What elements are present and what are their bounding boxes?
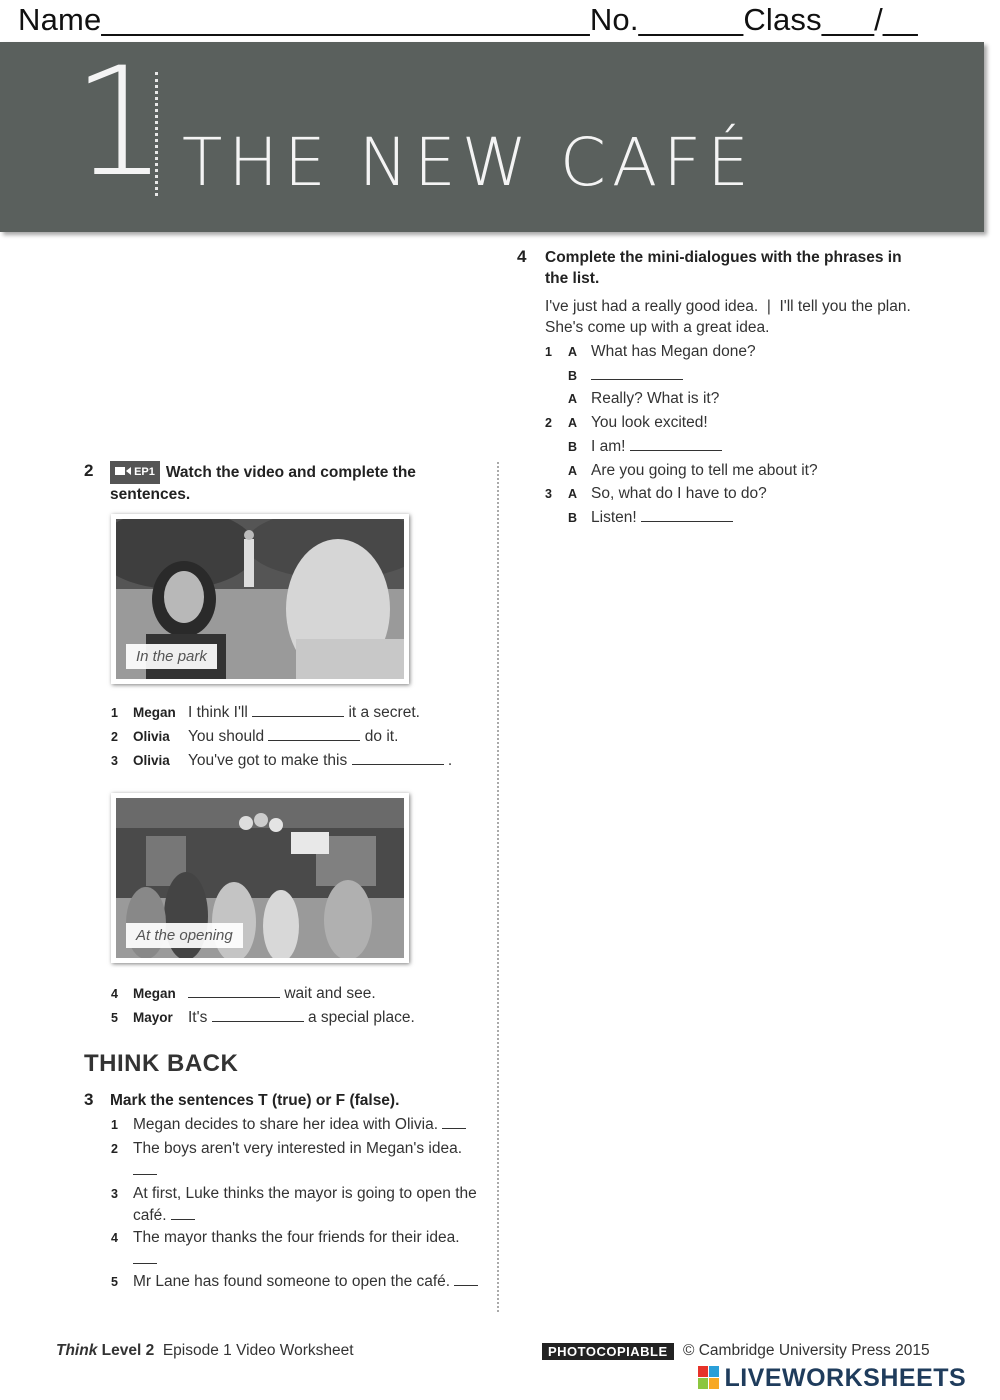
tf-blank[interactable] — [171, 1205, 195, 1220]
tf-blank[interactable] — [133, 1160, 157, 1175]
answer-blank[interactable] — [630, 436, 722, 451]
q3-item-2: 2 The boys aren't very interested in Megan's idea. — [111, 1138, 491, 1181]
q3-item-1: 1 Megan decides to share her idea with Olivia. — [111, 1114, 491, 1136]
q2-item-5: 5 Mayor It's a special place. — [111, 1009, 415, 1026]
copyright: © Cambridge University Press 2015 — [683, 1342, 930, 1359]
unit-title: THE NEW CAFÉ — [182, 124, 755, 201]
unit-number: 1 — [72, 36, 168, 210]
photo-at-the-opening — [111, 793, 409, 963]
q4-line-8: B Listen! — [545, 507, 733, 529]
q4-line-6: A Are you going to tell me about it? — [568, 462, 818, 479]
answer-blank[interactable] — [212, 1007, 304, 1022]
banner-divider — [155, 72, 158, 196]
photo-in-the-park — [111, 514, 409, 684]
q3-number: 3 — [84, 1090, 94, 1109]
answer-blank[interactable] — [252, 702, 344, 717]
liveworksheets-logo: LIVEWORKSHEETS — [698, 1364, 966, 1393]
photo2-caption: At the opening — [126, 923, 243, 948]
photo1-caption: In the park — [126, 644, 217, 669]
name-no-class-line: Name____________________________No.______Class___/__ — [18, 2, 918, 37]
q4-phrase-list: I've just had a really good idea. | I'll tell you the plan. She's come up with a great idea. — [545, 298, 911, 336]
answer-blank[interactable] — [352, 750, 444, 765]
think-back-heading: THINK BACK — [84, 1050, 239, 1077]
q4-line-5: B I am! — [545, 436, 722, 458]
answer-blank[interactable] — [641, 507, 733, 522]
q4-line-2: B — [545, 365, 683, 387]
q4-line-4: 2 A You look excited! — [545, 414, 708, 431]
q2-item-1: 1 Megan I think I'll it a secret. — [111, 704, 420, 721]
q2-item-3: 3 Olivia You've got to make this . — [111, 752, 453, 769]
q3-instruction: Mark the sentences T (true) or F (false). — [110, 1092, 400, 1109]
q2-number: 2 — [84, 461, 94, 480]
tf-blank[interactable] — [442, 1114, 466, 1129]
q4-number: 4 — [517, 247, 527, 266]
q2-instruction: EP1 Watch the video and complete the sentences. — [110, 461, 490, 505]
q4-instruction: Complete the mini-dialogues with the phrases in the list. — [545, 249, 902, 287]
q4-line-3: A Really? What is it? — [568, 390, 720, 407]
q3-item-5: 5 Mr Lane has found someone to open the café. — [111, 1271, 491, 1293]
tf-blank[interactable] — [454, 1271, 478, 1286]
column-divider — [497, 462, 499, 1312]
q4-line-7: 3 A So, what do I have to do? — [545, 485, 767, 502]
video-ep1-badge: EP1 — [110, 461, 160, 484]
footer-worksheet-title: Think Level 2 Episode 1 Video Worksheet — [56, 1342, 354, 1359]
q3-item-3: 3 At first, Luke thinks the mayor is going to open the café. — [111, 1185, 477, 1224]
video-icon — [115, 466, 131, 476]
q4-line-1: 1 A What has Megan done? — [545, 343, 756, 360]
answer-blank[interactable] — [591, 365, 683, 380]
q2-item-2: 2 Olivia You should do it. — [111, 728, 399, 745]
liveworksheets-icon — [698, 1366, 720, 1390]
answer-blank[interactable] — [188, 983, 280, 998]
q3-item-4: 4 The mayor thanks the four friends for their idea. — [111, 1227, 491, 1270]
answer-blank[interactable] — [268, 726, 360, 741]
tf-blank[interactable] — [133, 1249, 157, 1264]
photocopiable-label: PHOTOCOPIABLE — [542, 1343, 674, 1361]
q2-item-4: 4 Megan wait and see. — [111, 985, 376, 1002]
